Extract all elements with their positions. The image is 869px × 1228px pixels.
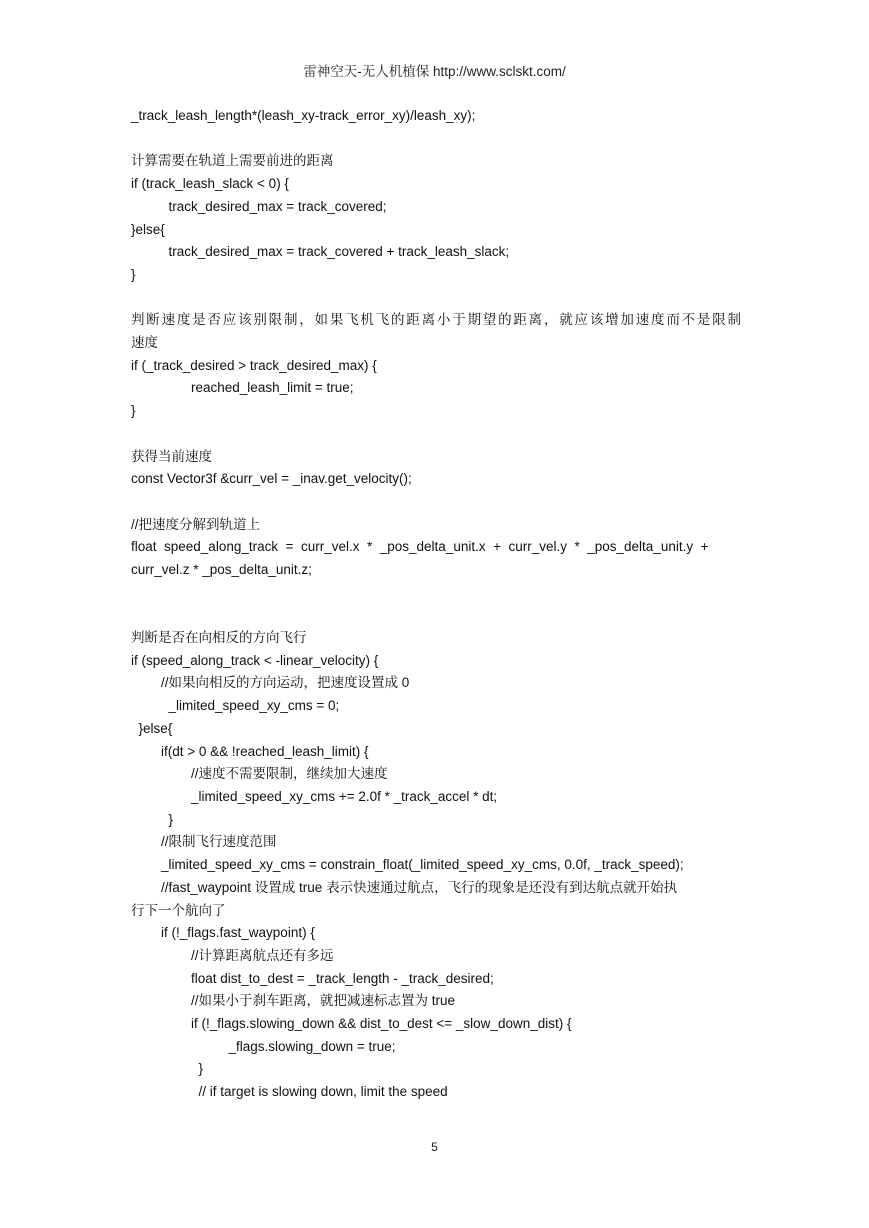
code-line: }else{ xyxy=(131,720,173,736)
comment-line: //限制飞行速度范围 xyxy=(131,834,277,850)
code-line: if (!_flags.slowing_down && dist_to_dest <= _slow_down_dist) { xyxy=(131,1016,572,1032)
code-line: curr_vel.z * _pos_delta_unit.z; xyxy=(131,562,312,577)
comment-line: 计算需要在轨道上需要前进的距离 xyxy=(131,153,334,169)
code-line: track_desired_max = track_covered; xyxy=(131,198,387,214)
code-line: if (!_flags.fast_waypoint) { xyxy=(131,925,315,941)
blank-line xyxy=(131,423,741,446)
page-number: 5 xyxy=(431,1140,438,1154)
blank-line xyxy=(131,287,741,310)
blank-line xyxy=(131,604,741,627)
code-line: } xyxy=(131,266,136,282)
comment-line: //速度不需要限制，继续加大速度 xyxy=(131,766,388,782)
comment-line: //fast_waypoint 设置成 true 表示快速通过航点，飞行的现象是还没有到达航点就开始执 xyxy=(131,879,678,895)
code-line: _track_leash_length*(leash_xy-track_error_xy)/leash_xy); xyxy=(131,108,476,123)
code-line: _limited_speed_xy_cms = 0; xyxy=(131,698,340,714)
code-line: const Vector3f &curr_vel = _inav.get_velocity(); xyxy=(131,471,412,487)
blank-line xyxy=(131,582,741,605)
code-listing xyxy=(131,105,741,1104)
code-line: reached_leash_limit = true; xyxy=(131,380,354,396)
comment-line: 获得当前速度 xyxy=(131,448,212,464)
code-line: if (track_leash_slack < 0) { xyxy=(131,176,289,192)
comment-line: //如果向相反的方向运动，把速度设置成 0 xyxy=(131,675,410,691)
code-line: float speed_along_track = curr_vel.x * _pos_delta_unit.x + curr_vel.y * _pos_delta_unit.y + xyxy=(131,539,709,555)
comment-line: 行下一个航向了 xyxy=(131,902,226,918)
comment-line: // if target is slowing down, limit the speed xyxy=(131,1084,448,1100)
code-line: _limited_speed_xy_cms = constrain_float(_limited_speed_xy_cms, 0.0f, _track_speed); xyxy=(131,857,684,873)
comment-line: //把速度分解到轨道上 xyxy=(131,516,261,532)
blank-line xyxy=(131,491,741,514)
code-line: if (speed_along_track < -linear_velocity) { xyxy=(131,652,379,668)
comment-line: //计算距离航点还有多远 xyxy=(131,947,334,963)
code-line: if (_track_desired > track_desired_max) { xyxy=(131,357,377,373)
code-line: if(dt > 0 && !reached_leash_limit) { xyxy=(131,743,369,759)
comment-line: 判断速度是否应该别限制，如果飞机飞的距离小于期望的距离，就应该增加速度而不是限制 xyxy=(131,312,741,328)
comment-line: 判断是否在向相反的方向飞行 xyxy=(131,630,307,646)
code-line: } xyxy=(131,811,174,827)
page-header: 雷神空天-无人机植保 http://www.sclskt.com/ xyxy=(303,64,566,79)
blank-line xyxy=(131,128,741,151)
code-line: }else{ xyxy=(131,221,165,237)
code-line: } xyxy=(131,1061,204,1077)
comment-line: 速度 xyxy=(131,335,158,350)
code-line: float dist_to_dest = _track_length - _track_desired; xyxy=(131,970,494,986)
code-line: _flags.slowing_down = true; xyxy=(131,1038,396,1054)
code-line: } xyxy=(131,403,136,419)
code-line: _limited_speed_xy_cms += 2.0f * _track_accel * dt; xyxy=(131,789,498,804)
comment-line: //如果小于刹车距离，就把减速标志置为 true xyxy=(131,993,456,1009)
code-line: track_desired_max = track_covered + track_leash_slack; xyxy=(131,244,510,260)
